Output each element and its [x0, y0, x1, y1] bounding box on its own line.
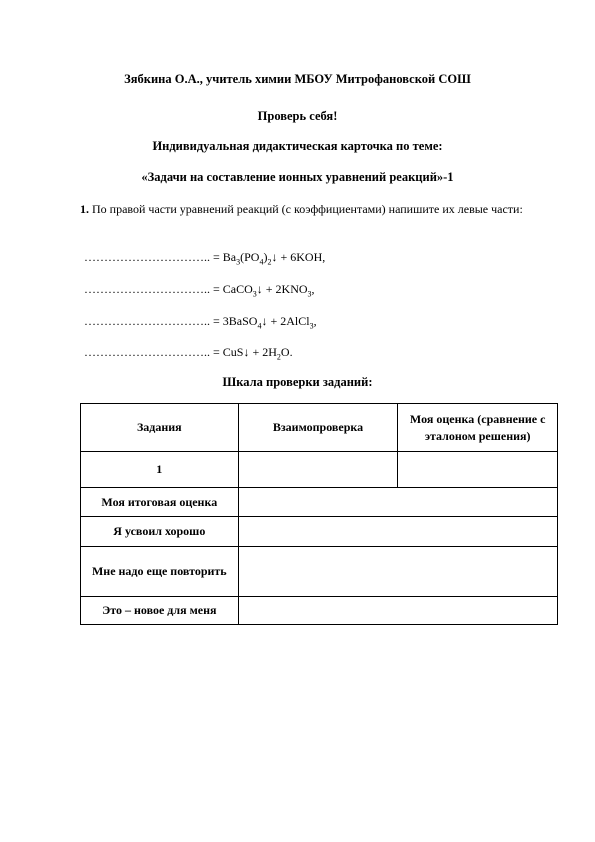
equation-blank: ………………………….. =: [84, 282, 220, 296]
task-number-cell: 1: [81, 452, 239, 488]
author-line: Зябкина О.А., учитель химии МБОУ Митрофановской СОШ: [124, 72, 471, 86]
final-grade-cell[interactable]: [238, 488, 557, 517]
scale-title: Шкала проверки заданий:: [222, 375, 373, 389]
peer-check-cell[interactable]: [238, 452, 398, 488]
check-yourself-title: Проверь себя!: [257, 109, 338, 123]
my-grade-cell[interactable]: [398, 452, 558, 488]
task-1: [80, 200, 530, 219]
table-header-row: [81, 404, 558, 452]
equation-4: ………………………….. = CuS↓ + $2H_2O$.: [84, 345, 293, 362]
equation-3: ………………………….. = 3BaSO$_4$↓ + 2AlCl$_3$,: [84, 314, 317, 331]
table-row: [81, 517, 558, 547]
header-my-grade: Моя оценка (сравнение с эталоном решения): [398, 404, 558, 452]
precipitate-arrow-icon: ↓: [256, 282, 263, 296]
new-for-me-label: Это – новое для меня: [81, 597, 239, 625]
card-title: Индивидуальная дидактическая карточка по теме:: [152, 139, 443, 153]
topic-title: «Задачи на составление ионных уравнений реакций»-1: [141, 170, 454, 184]
precipitate-arrow-icon: ↓: [271, 250, 278, 264]
need-to-repeat-label: Мне надо еще повторить: [81, 547, 239, 597]
precipitate-arrow-icon: ↓: [243, 345, 250, 359]
need-to-repeat-cell[interactable]: [238, 547, 557, 597]
equation-1: ………………………….. = $Ba_3(PO_4)_2↓ + 6KOH$,: [84, 250, 326, 267]
new-for-me-cell[interactable]: [238, 597, 557, 625]
equation-blank: ………………………….. =: [84, 345, 220, 359]
header-tasks: Задания: [81, 404, 239, 452]
table-row: [81, 547, 558, 597]
task-text: По правой части уравнений реакций (с коэффициентами) напишите их левые части:: [92, 202, 523, 216]
table-row: [81, 597, 558, 625]
equation-blank: ………………………….. =: [84, 250, 220, 264]
learned-well-cell[interactable]: [238, 517, 557, 547]
equation-2: ………………………….. = CaCO$_3$↓ + $2KNO_3$,: [84, 282, 315, 299]
equation-blank: ………………………….. =: [84, 314, 220, 328]
task-number: 1.: [80, 202, 89, 216]
table-row: [81, 488, 558, 517]
precipitate-arrow-icon: ↓: [261, 314, 268, 328]
learned-well-label: Я усвоил хорошо: [81, 517, 239, 547]
check-scale-table: [80, 403, 558, 625]
final-grade-label: Моя итоговая оценка: [81, 488, 239, 517]
table-row: [81, 452, 558, 488]
header-peer-check: Взаимопроверка: [238, 404, 398, 452]
